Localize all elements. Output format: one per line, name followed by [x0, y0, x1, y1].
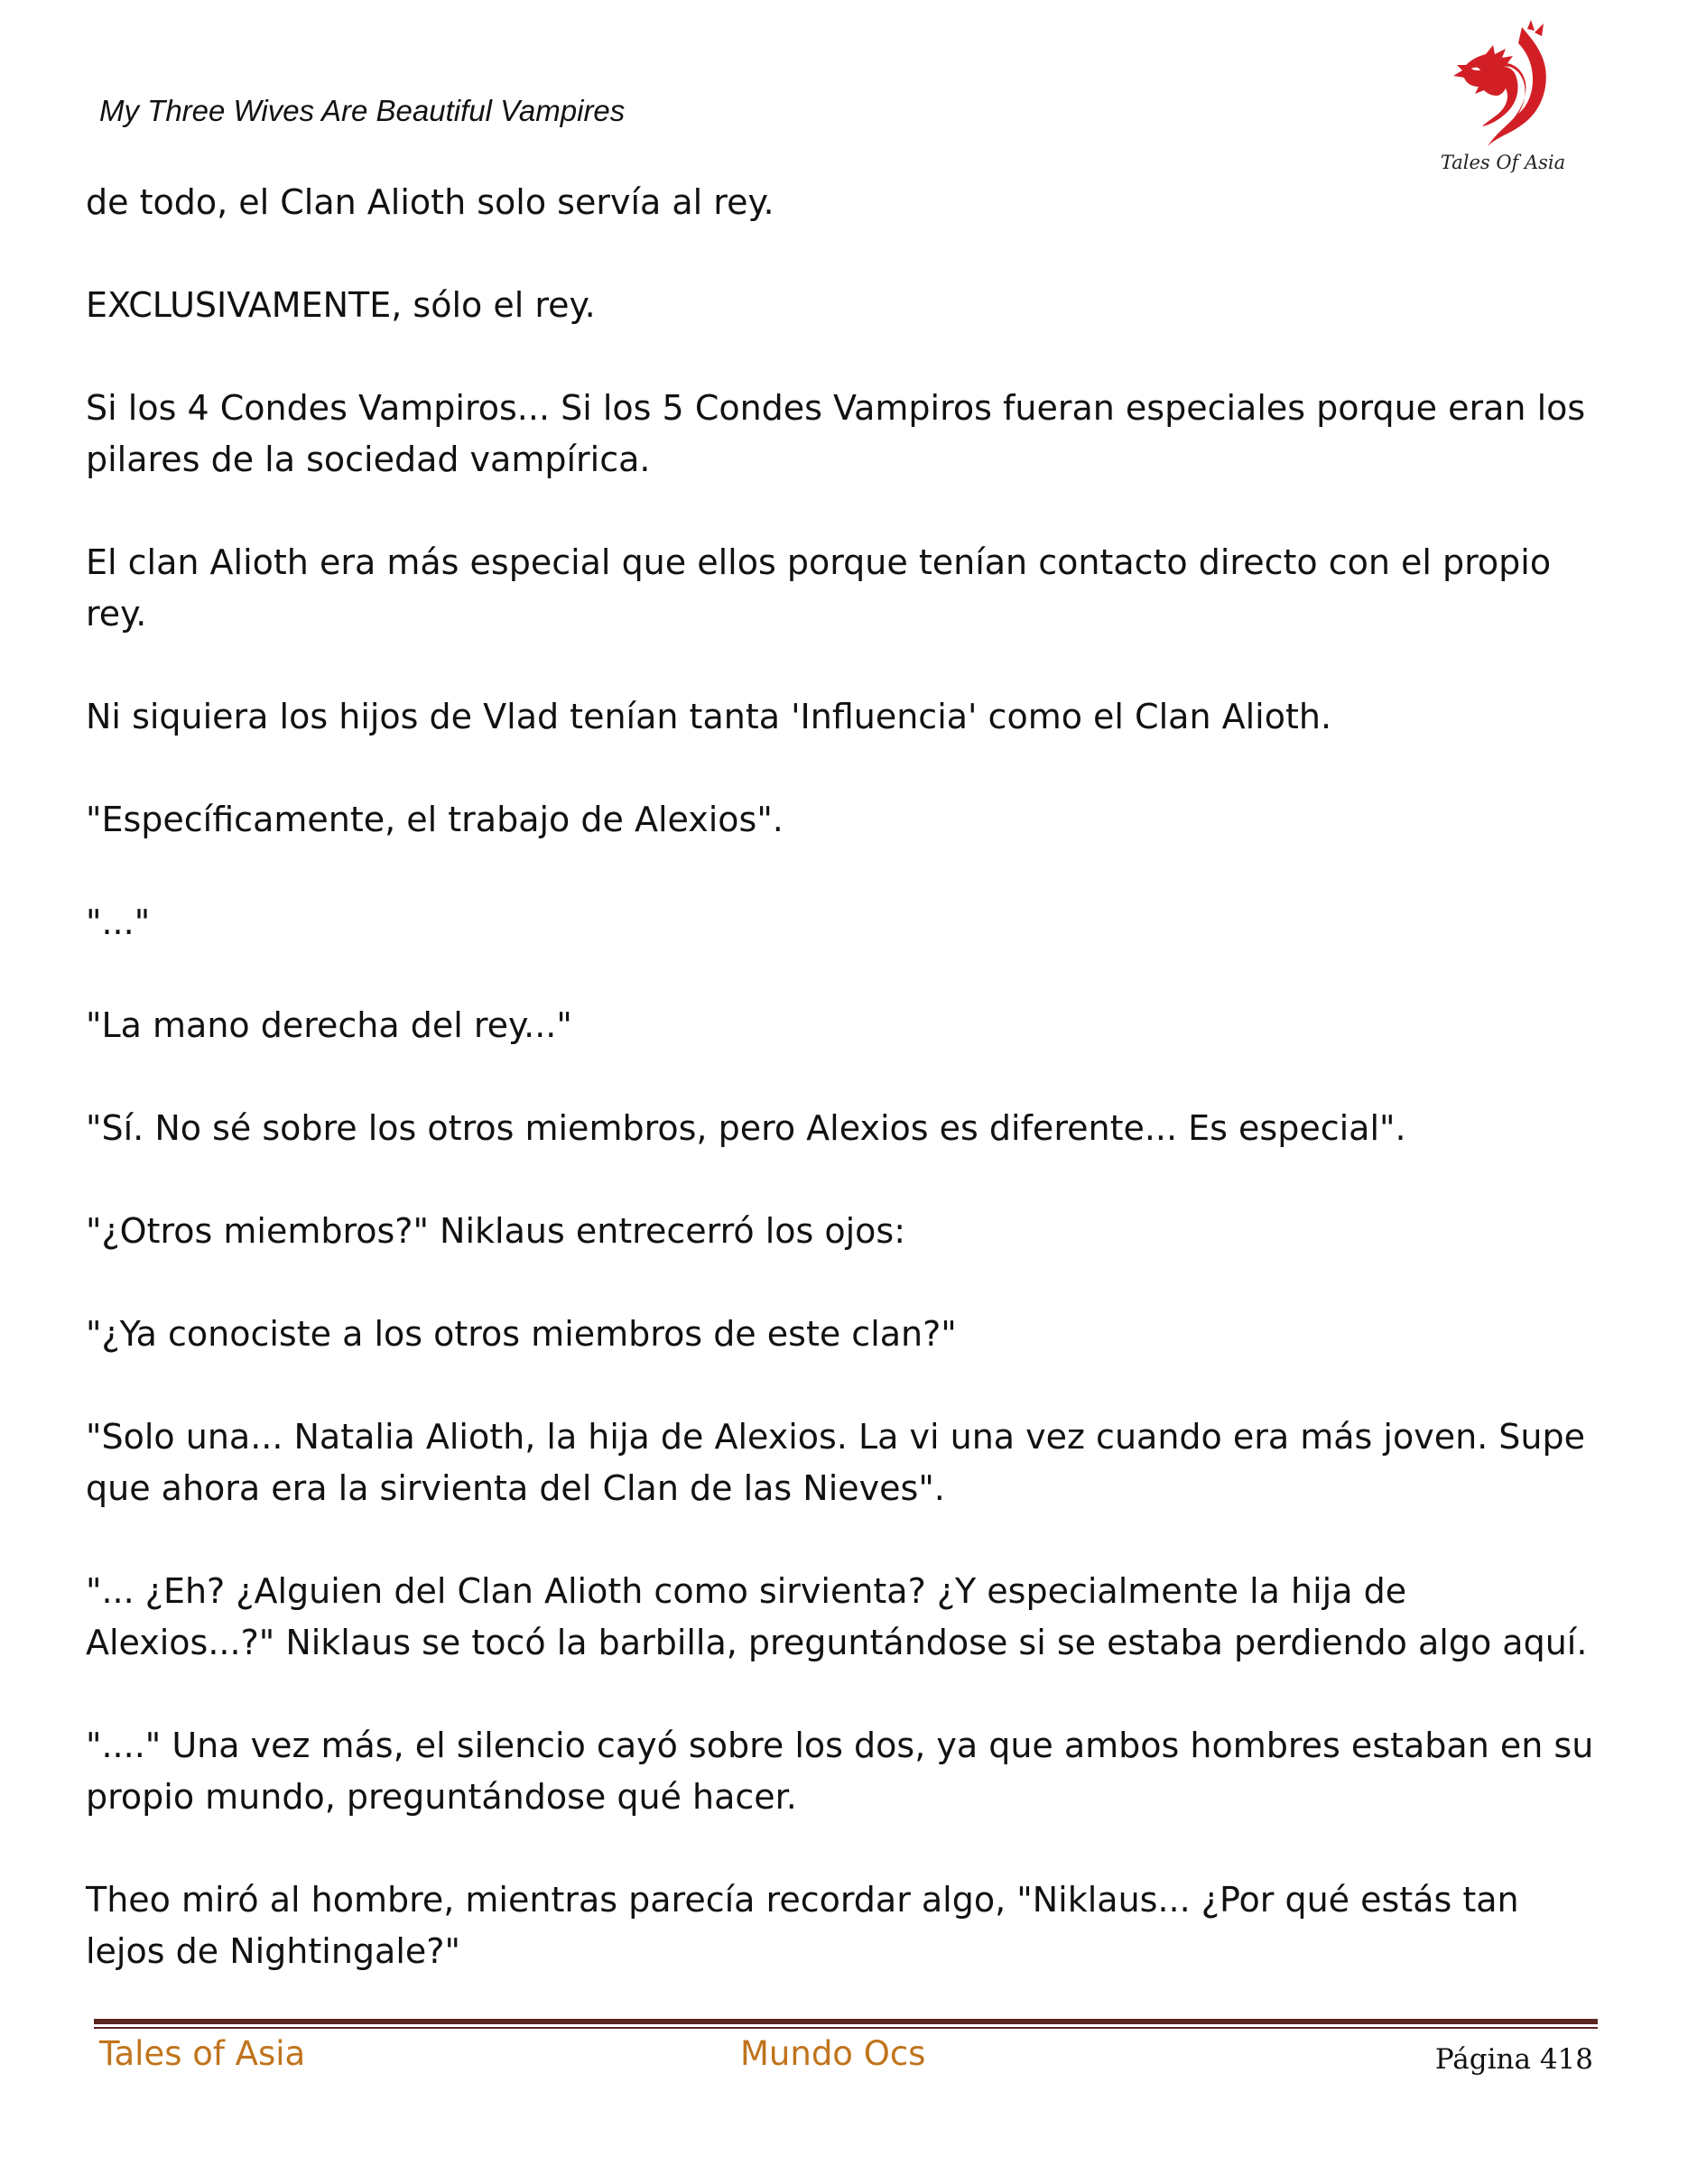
paragraph: "... ¿Eh? ¿Alguien del Clan Alioth como sirvienta? ¿Y especialmente la hija de Alexios...?" Niklaus se tocó la barbilla, preguntándose si se estaba perdiendo algo aquí.: [86, 1571, 1588, 1662]
paragraph: EXCLUSIVAMENTE, sólo el rey.: [86, 285, 596, 325]
footer-publisher: Tales of Asia: [99, 2034, 306, 2073]
book-title: My Three Wives Are Beautiful Vampires: [99, 94, 626, 127]
paragraph: "...." Una vez más, el silencio cayó sobre los dos, ya que ambos hombres estaban en su propio mundo, preguntándose qué hacer.: [86, 1726, 1594, 1817]
paragraph: Ni siquiera los hijos de Vlad tenían tanta 'Influencia' como el Clan Alioth.: [86, 697, 1332, 736]
paragraph: "Sí. No sé sobre los otros miembros, pero Alexios es diferente... Es especial".: [86, 1108, 1406, 1148]
paragraph: "Solo una... Natalia Alioth, la hija de Alexios. La vi una vez cuando era más joven. Supe que ahora era la sirvienta del Clan de las Nieves".: [86, 1417, 1586, 1508]
paragraph: Theo miró al hombre, mientras parecía recordar algo, "Niklaus... ¿Por qué estás tan lejos de Nightingale?": [86, 1880, 1519, 1971]
paragraph: "Específicamente, el trabajo de Alexios".: [86, 800, 784, 839]
paragraph: "¿Otros miembros?" Niklaus entrecerró los ojos:: [86, 1211, 906, 1251]
paragraph: de todo, el Clan Alioth solo servía al rey.: [86, 182, 774, 222]
paragraph: "La mano derecha del rey...": [86, 1005, 572, 1045]
red-dragon-icon: [1435, 20, 1571, 155]
publisher-logo: [1435, 20, 1571, 182]
page-body: [86, 177, 1602, 2029]
footer-divider: [94, 2019, 1598, 2030]
paragraph: Si los 4 Condes Vampiros... Si los 5 Condes Vampiros fueran especiales porque eran los pilares de la sociedad vampírica.: [86, 388, 1586, 479]
page-number: Página 418: [1434, 2043, 1593, 2076]
paragraph: El clan Alioth era más especial que ellos porque tenían contacto directo con el propio rey.: [86, 542, 1552, 634]
paragraph: "...": [86, 902, 151, 942]
footer-section: Mundo Ocs: [740, 2034, 926, 2073]
paragraph: "¿Ya conociste a los otros miembros de este clan?": [86, 1314, 957, 1354]
logo-text: Tales Of Asia: [1440, 152, 1566, 173]
